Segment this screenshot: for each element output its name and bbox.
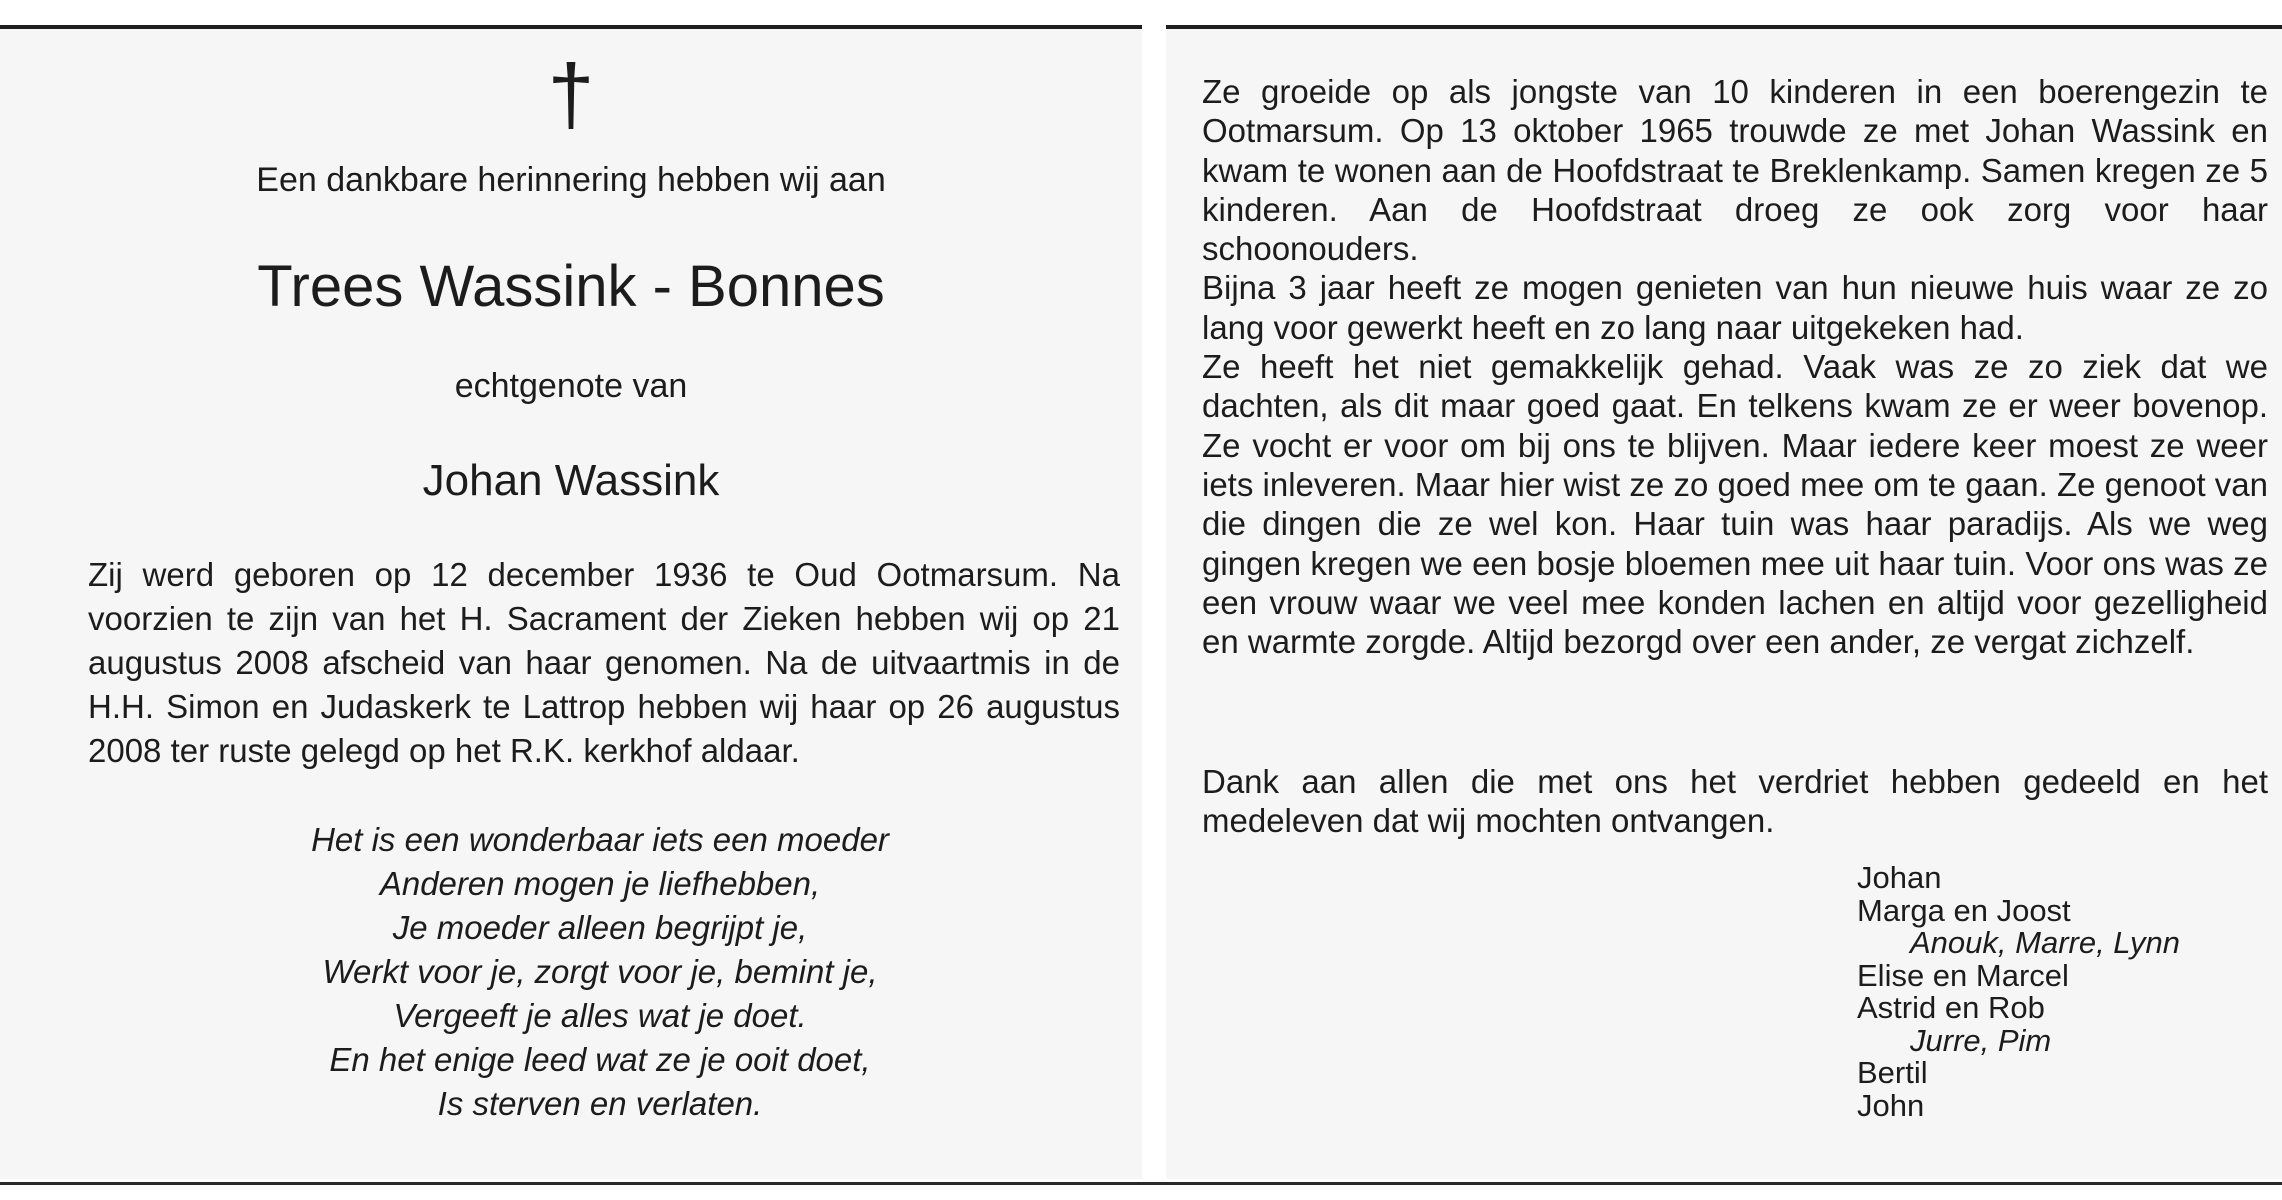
poem [0, 818, 1200, 1126]
grandchildren: Jurre, Pim [1910, 1022, 2052, 1058]
family-member: Bertil [1857, 1055, 1928, 1090]
grandchildren: Anouk, Marre, Lynn [1910, 925, 2180, 960]
poem-line: Het is een wonderbaar iets een moeder [311, 821, 889, 858]
family-member: Astrid en Rob [1857, 990, 2045, 1025]
poem-line: En het enige leed wat ze je ooit doet, [329, 1041, 871, 1078]
poem-line: Je moeder alleen begrijpt je, [392, 909, 808, 946]
bottom-divider [0, 1182, 2282, 1185]
cross-symbol: † [547, 47, 595, 141]
intro-text: Een dankbare herinnering hebben wij aan [256, 161, 886, 199]
story-paragraph: Ze groeide op als jongste van 10 kinderen in een boerengezin te Ootmarsum. Op 13 oktober 1965 trouwde ze met Johan Wassink en kwam te wonen aan de Hoofdstraat te Breklenkamp. Samen kregen ze 5 kinderen. Aan de Hoofdstraat droeg ze ook zorg voor haar schoonouders. [1202, 73, 2268, 268]
poem-line: Werkt voor je, zorgt voor je, bemint je, [322, 953, 878, 990]
family-member: Marga en Joost [1857, 892, 2071, 928]
deceased-name: Trees Wassink - Bonnes [257, 254, 885, 319]
biography-text: Zij werd geboren op 12 december 1936 te Oud Ootmarsum. Na voorzien te zijn van het H. Sacrament der Zieken hebben wij op 21 augustus 2008 afscheid van haar genomen. Na de uitvaartmis in de H.H. Simon en Judaskerk te Lattrop hebben wij haar op 26 augustus 2008 ter ruste gelegd op het R.K. kerkhof aldaar. [88, 556, 1120, 769]
story-paragraph: Bijna 3 jaar heeft ze mogen genieten van hun nieuwe huis waar ze zo lang voor gewerkt heeft en zo lang naar uitgekeken had. [1202, 269, 2268, 346]
family-member: Elise en Marcel [1857, 957, 2069, 993]
spouse-label: echtgenote van [454, 367, 688, 405]
poem-line: Vergeeft je alles wat je doet. [393, 997, 807, 1034]
life-story [1202, 72, 2268, 661]
story-paragraph: Ze heeft het niet gemakkelijk gehad. Vaak was ze zo ziek dat we dachten, als dit maar goed gaat. En telkens kwam ze er weer bovenop. Ze vocht er voor om bij ons te blijven. Maar iedere keer moest ze weer iets inleveren. Maar hier wist ze zo goed mee om te gaan. Ze genoot van die dingen die ze wel kon. Haar tuin was haar paradijs. Als we weg gingen kregen we een bosje bloemen mee uit haar tuin. Voor ons was ze een vrouw waar we veel mee konden lachen en altijd voor gezelligheid en warmte zorgde. Altijd bezorgd over een ander, ze vergat zichzelf. [1202, 348, 2268, 661]
spouse-name: Johan Wassink [422, 456, 720, 505]
thanks-text: Dank aan allen die met ons het verdriet hebben gedeeld en het medeleven dat wij mochten ontvangen. [1202, 763, 2268, 840]
family-list [1857, 862, 2180, 1122]
poem-line: Anderen mogen je liefhebben, [379, 865, 821, 902]
poem-line: Is sterven en verlaten. [437, 1085, 763, 1122]
family-member: John [1857, 1087, 1925, 1123]
family-member: Johan [1857, 860, 1942, 895]
